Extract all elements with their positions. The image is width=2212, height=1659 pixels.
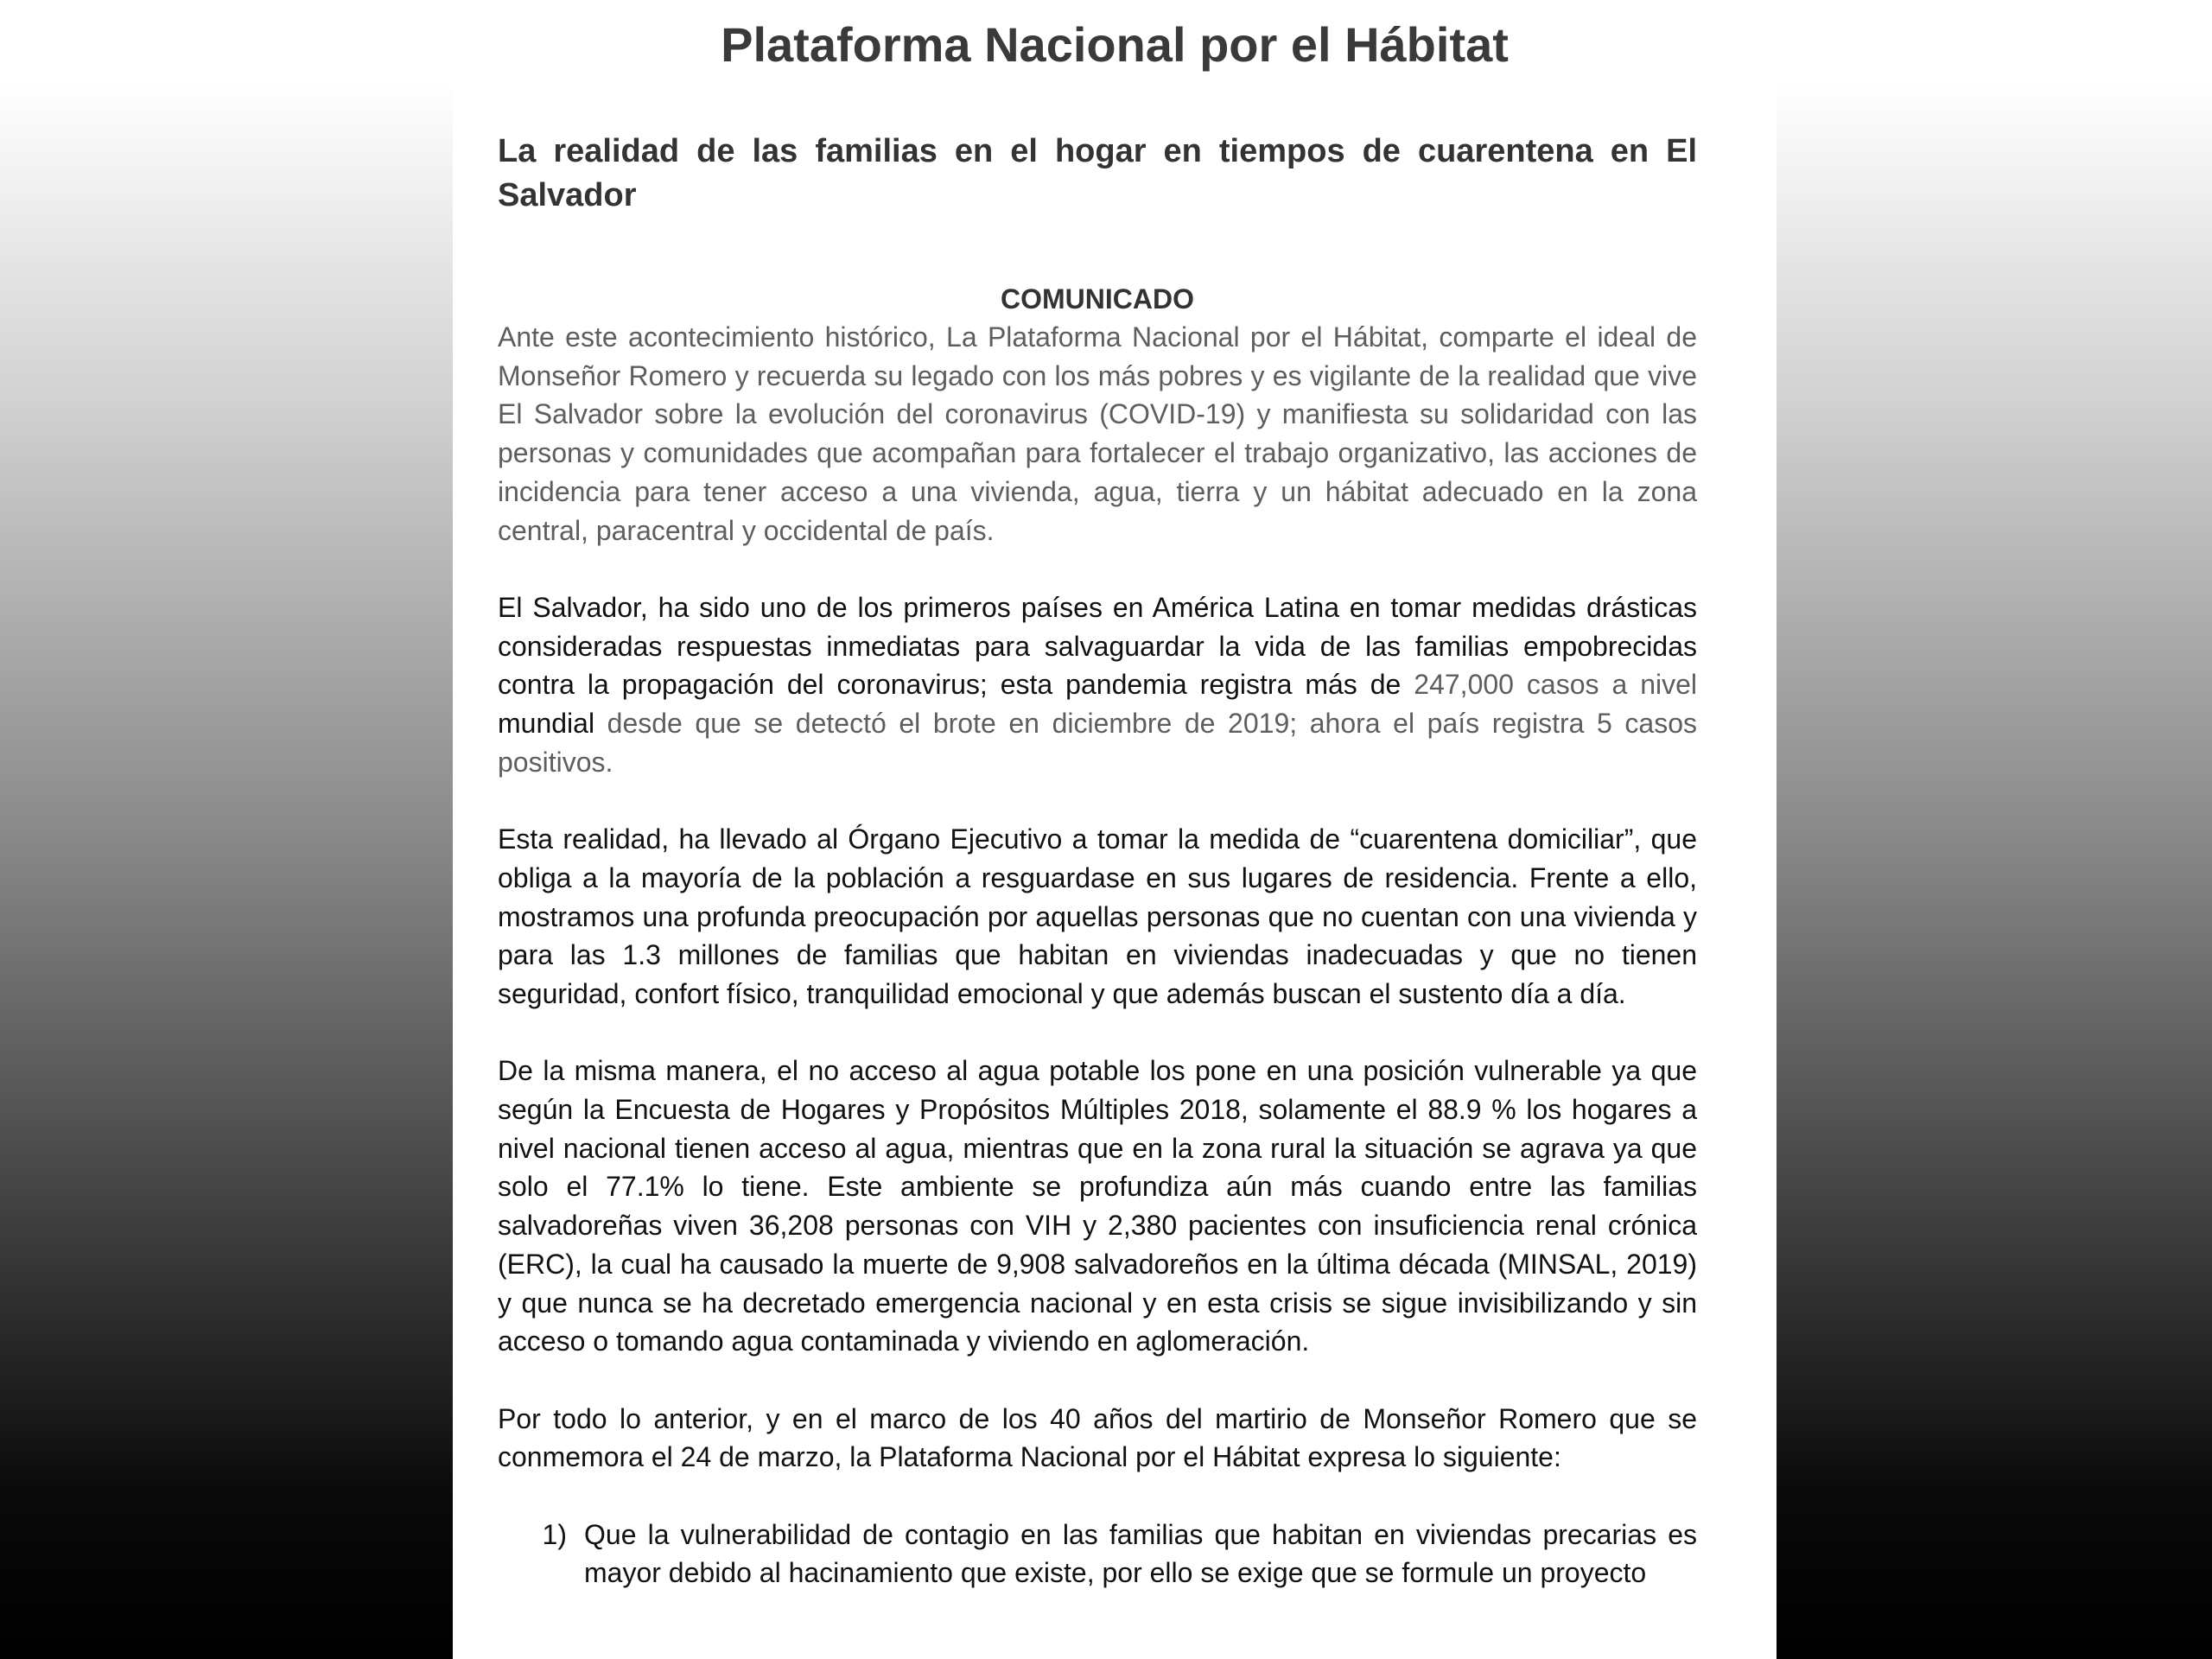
list-item bbox=[498, 1516, 1697, 1592]
paragraph-pandemic-part4: desde que se detectó el brote en diciembre de 2019; ahora el país registra 5 casos positivos. bbox=[498, 708, 1697, 778]
paragraph-pandemic bbox=[498, 588, 1697, 782]
paragraph-gap bbox=[498, 781, 1697, 820]
paragraph-pandemic-part2: 247,000 casos a nivel bbox=[1414, 669, 1698, 701]
list-item-text: Que la vulnerabilidad de contagio en las familias que habitan en viviendas precarias es mayor debido al hacinamiento que existe, por ello se exige que se formule un proyecto bbox=[584, 1518, 1697, 1589]
paragraph-water: De la misma manera, el no acceso al agua potable los pone en una posición vulnerable ya que según la Encuesta de Hogares y Propósitos Múltiples 2018, solamente el 88.9 % los hogares a nivel nacional tienen acceso al agua, mientras que en la zona rural la situación se agrava ya que solo el 77.1% lo tiene. Este ambiente se profundiza aún más cuando entre las familias salvadoreñas viven 36,208 personas con VIH y 2,380 pacientes con insuficiencia renal crónica (ERC), la cual ha causado la muerte de 9,908 salvadoreños en la última década (MINSAL, 2019) y que nunca se ha decretado emergencia nacional y en esta crisis se sigue invisibilizando y sin acceso o tomando agua contaminada y viviendo en aglomeración. bbox=[498, 1055, 1697, 1357]
paragraph-quarantine: Esta realidad, ha llevado al Órgano Ejecutivo a tomar la medida de “cuarentena domiciliar”, que obliga a la mayoría de la población a resguardase en sus lugares de residencia. Frente a ello, mostramos una profunda preocupación por aquellas personas que no cuentan con una vivienda y para las 1.3 millones de familias que habitan en viviendas inadecuadas y que no tienen seguridad, confort físico, tranquilidad emocional y que además buscan el sustento día a día. bbox=[498, 823, 1697, 1009]
paragraph-pandemic-part1: El Salvador, ha sido uno de los primeros países en América Latina en tomar medidas drásticas consideradas respuestas inmediatas para salvaguardar la vida de las familias empobrecidas contra la propagación del coronavirus; esta pandemia registra más de bbox=[498, 591, 1697, 701]
paragraph-intro: Ante este acontecimiento histórico, La Plataforma Nacional por el Hábitat, comparte el ideal de Monseñor Romero y recuerda su legado con los más pobres y es vigilante de la realidad que vive El Salvador sobre la evolución del coronavirus (COVID-19) y manifiesta su solidaridad con las personas y comunidades que acompañan para fortalecer el trabajo organizativo, las acciones de incidencia para tener acceso a una vivienda, agua, tierra y un hábitat adecuado en la zona central, paracentral y occidental de país. bbox=[498, 321, 1697, 546]
document-subtitle: La realidad de las familias en el hogar en tiempos de cuarentena en El Salvador bbox=[498, 133, 1697, 213]
document-title: Plataforma Nacional por el Hábitat bbox=[721, 17, 1509, 72]
list-item-number: 1) bbox=[542, 1518, 567, 1550]
paragraph-statement-intro: Por todo lo anterior, y en el marco de los 40 años del martirio de Monseñor Romero que se conmemora el 24 de marzo, la Plataforma Nacional por el Hábitat expresa lo siguiente: bbox=[498, 1402, 1697, 1473]
section-heading: COMUNICADO bbox=[1001, 283, 1194, 315]
paragraph-pandemic-part3: mundial bbox=[498, 708, 595, 740]
paragraph-gap bbox=[498, 550, 1697, 588]
paragraph-gap bbox=[498, 1477, 1697, 1516]
paragraph-gap bbox=[498, 1014, 1697, 1052]
document-page bbox=[453, 0, 1777, 1659]
demands-list bbox=[498, 1516, 1697, 1592]
paragraph-gap bbox=[498, 1361, 1697, 1400]
